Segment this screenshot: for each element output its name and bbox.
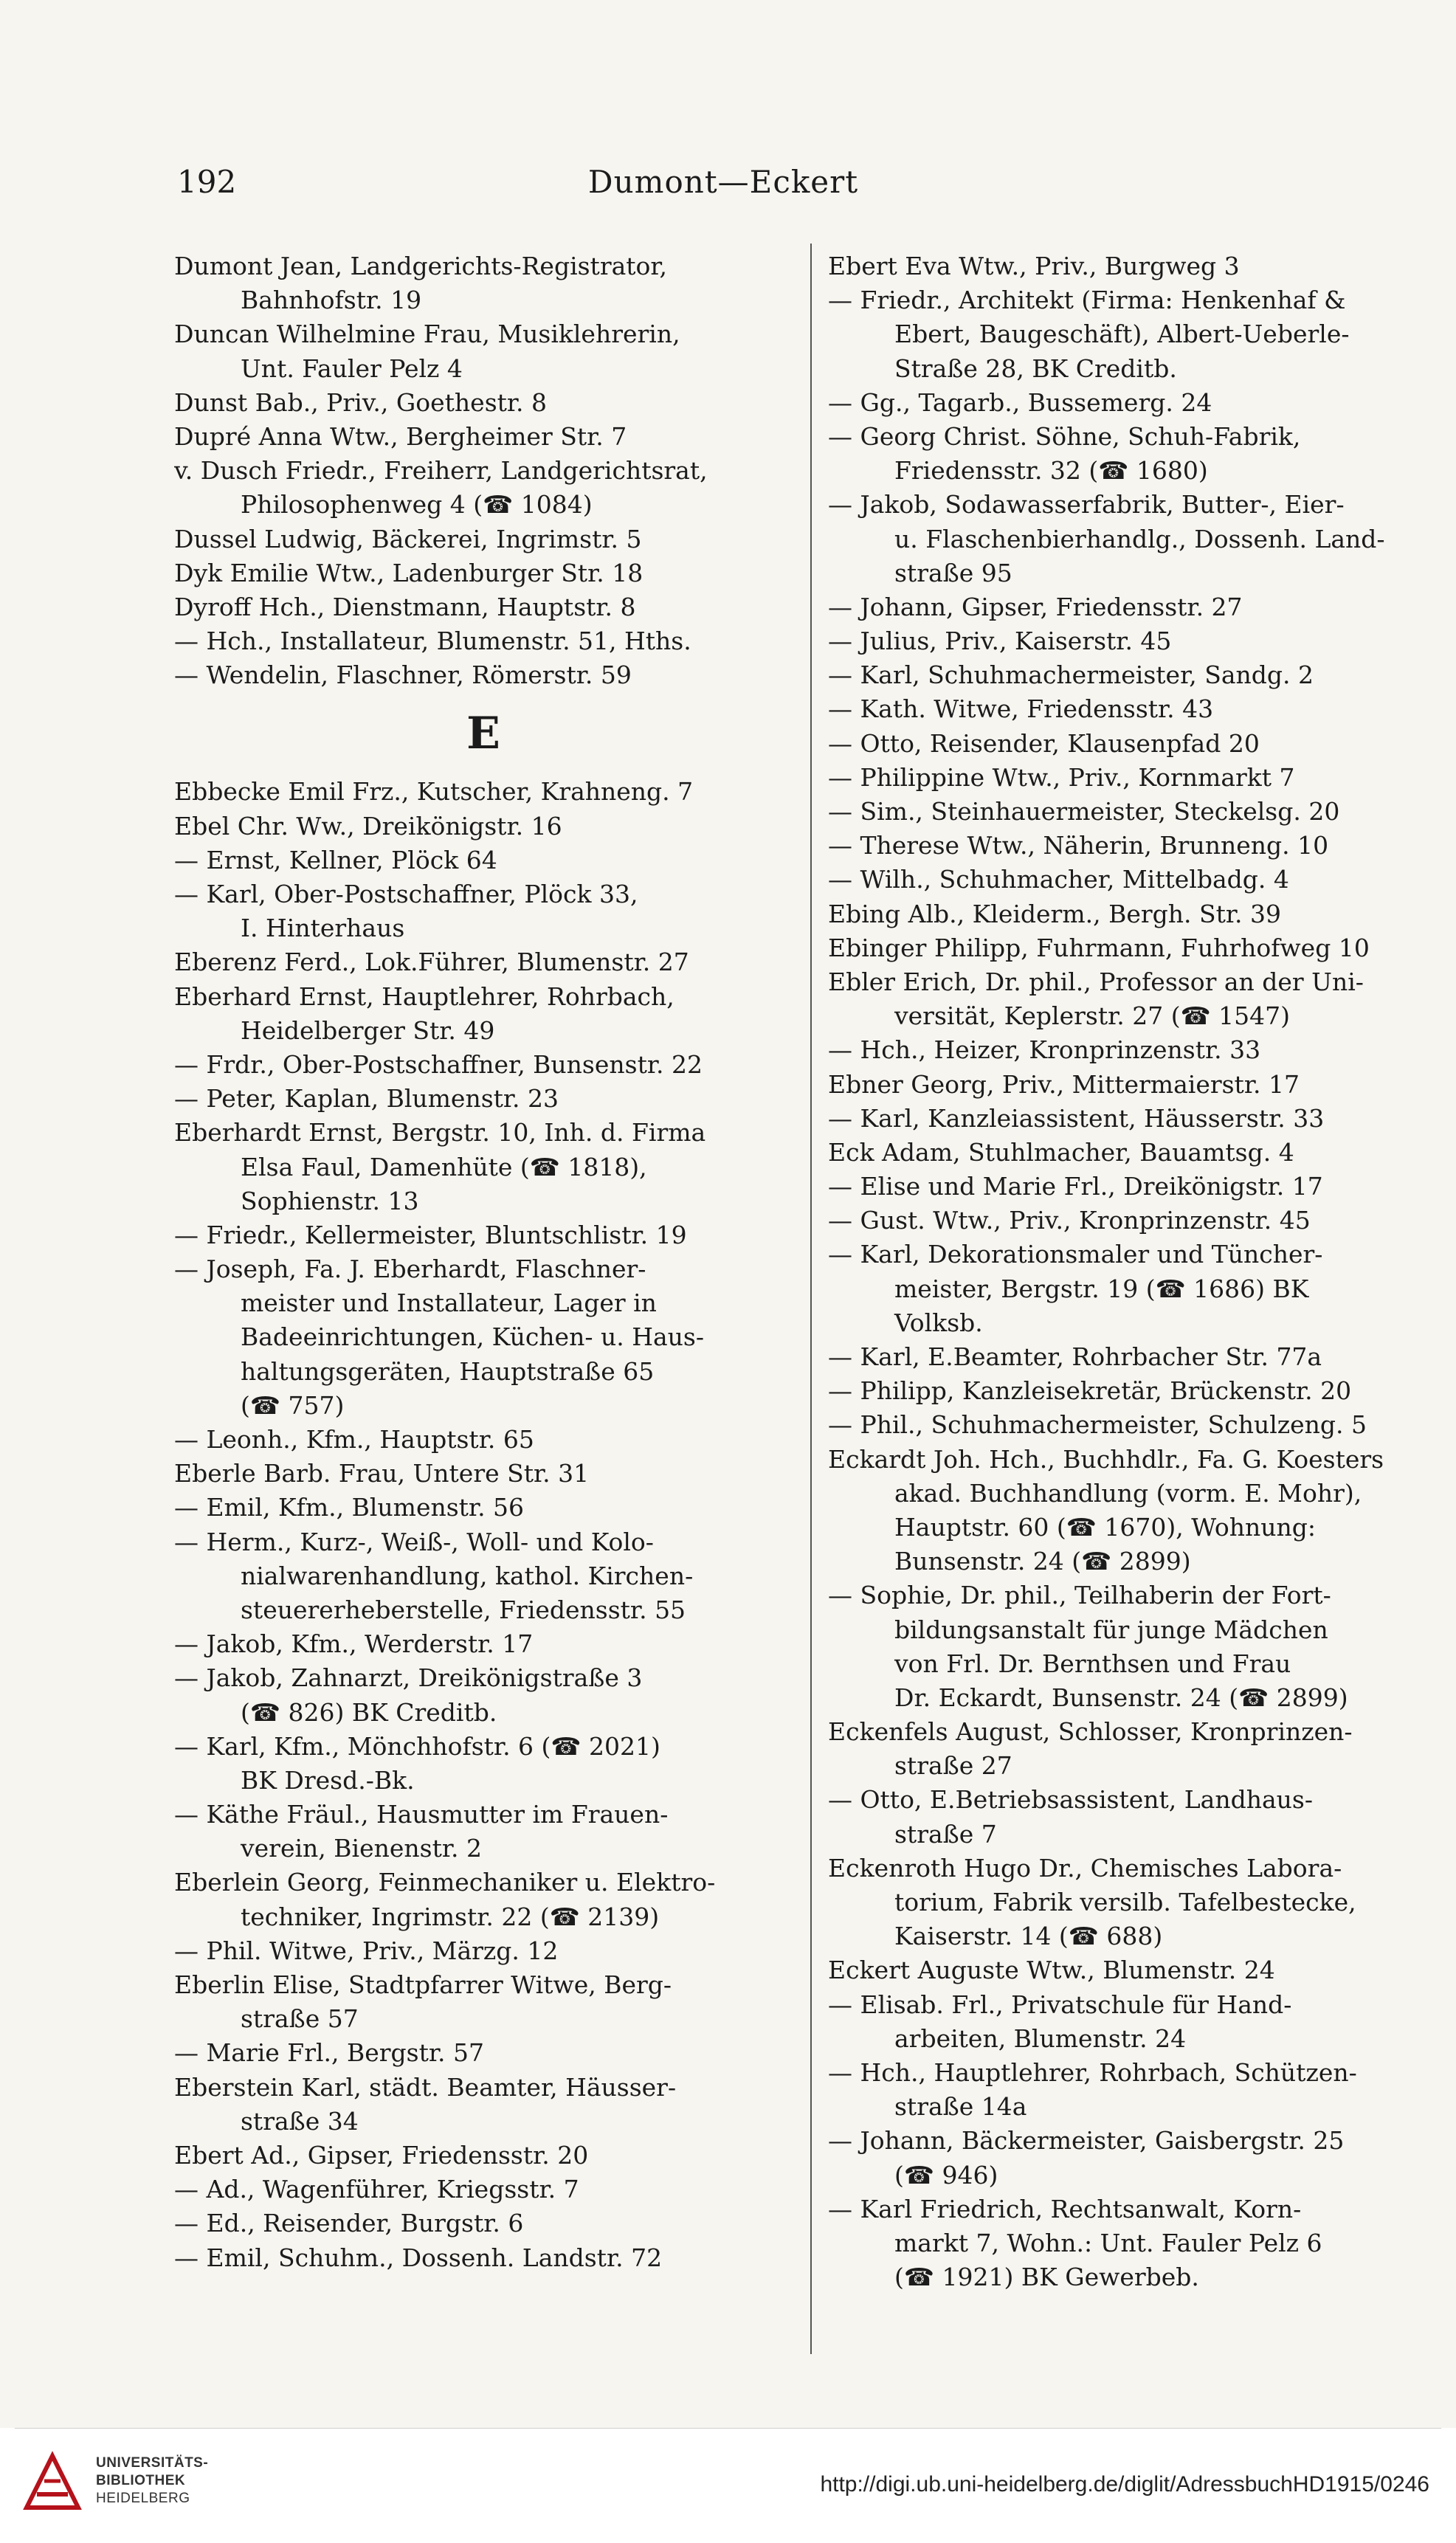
- directory-line: Eckenfels August, Schlosser, Kronprinzen-: [828, 1717, 1353, 1747]
- directory-line: Friedensstr. 32 (☎ 1680): [894, 456, 1208, 486]
- directory-line: Eberhardt Ernst, Bergstr. 10, Inh. d. Firma: [174, 1118, 706, 1148]
- directory-line: — Phil., Schuhmachermeister, Schulzeng. 5: [828, 1410, 1367, 1440]
- directory-line: Sophienstr. 13: [241, 1186, 419, 1215]
- directory-line: — Ad., Wagenführer, Kriegsstr. 7: [174, 2175, 579, 2204]
- directory-line: — Herm., Kurz-, Weiß-, Woll- und Kolo-: [174, 1527, 654, 1556]
- directory-line: Eberle Barb. Frau, Untere Str. 31: [174, 1459, 590, 1488]
- directory-line: Ebinger Philipp, Fuhrmann, Fuhrhofweg 10: [828, 933, 1370, 962]
- directory-line: bildungsanstalt für junge Mädchen: [894, 1615, 1328, 1644]
- directory-line: Dr. Eckardt, Bunsenstr. 24 (☎ 2899): [894, 1683, 1348, 1712]
- directory-line: — Gg., Tagarb., Bussemerg. 24: [828, 387, 1212, 417]
- directory-line: — Gust. Wtw., Priv., Kronprinzenstr. 45: [828, 1206, 1311, 1235]
- directory-line: Dussel Ludwig, Bäckerei, Ingrimstr. 5: [174, 524, 642, 553]
- directory-line: straße 95: [894, 558, 1012, 587]
- directory-line: Badeeinrichtungen, Küchen- u. Haus-: [241, 1322, 704, 1352]
- directory-line: — Julius, Priv., Kaiserstr. 45: [828, 627, 1172, 656]
- directory-line: haltungsgeräten, Hauptstraße 65: [241, 1356, 655, 1386]
- directory-line: Eckardt Joh. Hch., Buchhdlr., Fa. G. Koesters: [828, 1444, 1384, 1474]
- directory-line: — Ed., Reisender, Burgstr. 6: [174, 2209, 524, 2238]
- directory-line: — Emil, Schuhm., Dossenh. Landstr. 72: [174, 2243, 663, 2272]
- directory-line: von Frl. Dr. Bernthsen und Frau: [894, 1649, 1291, 1678]
- directory-line: — Sophie, Dr. phil., Teilhaberin der Fort-: [828, 1581, 1331, 1610]
- directory-line: Straße 28, BK Creditb.: [894, 353, 1177, 383]
- page-header: [177, 164, 1269, 208]
- directory-line: — Jakob, Zahnarzt, Dreikönigstraße 3: [174, 1663, 643, 1693]
- directory-line: u. Flaschenbierhandlg., Dossenh. Land-: [894, 524, 1385, 553]
- directory-line: — Hch., Installateur, Blumenstr. 51, Hths.: [174, 627, 691, 656]
- directory-line: meister, Bergstr. 19 (☎ 1686) BK: [894, 1274, 1309, 1303]
- directory-line: Ebner Georg, Priv., Mittermaierstr. 17: [828, 1069, 1300, 1099]
- directory-line: Bahnhofstr. 19: [241, 286, 422, 315]
- directory-line: techniker, Ingrimstr. 22 (☎ 2139): [241, 1902, 660, 1931]
- directory-line: Heidelberger Str. 49: [241, 1015, 495, 1045]
- directory-line: Eberlin Elise, Stadtpfarrer Witwe, Berg-: [174, 1970, 672, 1999]
- column-divider: [810, 244, 812, 2354]
- directory-line: Eberstein Karl, städt. Beamter, Häusser-: [174, 2072, 677, 2102]
- directory-line: Eberenz Ferd., Lok.Führer, Blumenstr. 27: [174, 948, 689, 977]
- directory-line: torium, Fabrik versilb. Tafelbestecke,: [894, 1888, 1356, 1916]
- directory-line: (☎ 757): [241, 1390, 345, 1420]
- directory-line: — Ernst, Kellner, Plöck 64: [174, 845, 497, 874]
- directory-line: I. Hinterhaus: [241, 914, 405, 943]
- library-line: BIBLIOTHEK: [96, 2473, 186, 2488]
- directory-line: straße 14a: [894, 2092, 1027, 2122]
- directory-line: — Jakob, Kfm., Werderstr. 17: [174, 1629, 534, 1659]
- directory-line: Ebert, Baugeschäft), Albert-Ueberle-: [894, 320, 1350, 349]
- directory-line: Unt. Fauler Pelz 4: [241, 353, 463, 383]
- directory-line: meister und Installateur, Lager in: [241, 1288, 657, 1318]
- library-logo-icon: [19, 2449, 86, 2515]
- directory-line: v. Dusch Friedr., Freiherr, Landgerichtsrat,: [174, 456, 708, 486]
- directory-line: verein, Bienenstr. 2: [241, 1834, 482, 1863]
- directory-line: Dumont Jean, Landgerichts-Registrator,: [174, 252, 668, 280]
- directory-line: Ebbecke Emil Frz., Kutscher, Krahneng. 7: [174, 777, 694, 807]
- right-column: [828, 249, 1426, 2345]
- directory-line: Dupré Anna Wtw., Bergheimer Str. 7: [174, 421, 627, 451]
- directory-line: — Wilh., Schuhmacher, Mittelbadg. 4: [828, 865, 1289, 894]
- directory-line: — Leonh., Kfm., Hauptstr. 65: [174, 1425, 534, 1454]
- directory-line: — Marie Frl., Bergstr. 57: [174, 2038, 484, 2068]
- directory-line: — Phil. Witwe, Priv., Märzg. 12: [174, 1936, 559, 1965]
- directory-line: — Jakob, Sodawasserfabrik, Butter-, Eier-: [828, 490, 1345, 520]
- directory-line: — Karl, Schuhmachermeister, Sandg. 2: [828, 660, 1314, 690]
- directory-line: — Sim., Steinhauermeister, Steckelsg. 20: [828, 797, 1340, 826]
- directory-line: Duncan Wilhelmine Frau, Musiklehrerin,: [174, 320, 680, 349]
- directory-line: Bunsenstr. 24 (☎ 2899): [894, 1547, 1191, 1576]
- directory-line: — Karl, Ober-Postschaffner, Plöck 33,: [174, 880, 638, 908]
- library-line: HEIDELBERG: [96, 2491, 190, 2506]
- section-letter: E: [466, 708, 500, 760]
- directory-line: — Joseph, Fa. J. Eberhardt, Flaschner-: [174, 1255, 646, 1284]
- directory-line: straße 7: [894, 1819, 997, 1849]
- directory-line: Kaiserstr. 14 (☎ 688): [894, 1922, 1163, 1951]
- directory-line: Eberhard Ernst, Hauptlehrer, Rohrbach,: [174, 981, 674, 1011]
- directory-line: Elsa Faul, Damenhüte (☎ 1818),: [241, 1152, 647, 1181]
- directory-line: straße 57: [241, 2004, 359, 2034]
- page-number: 192: [177, 164, 237, 200]
- directory-line: steuererheberstelle, Friedensstr. 55: [241, 1595, 686, 1624]
- directory-line: — Friedr., Kellermeister, Bluntschlistr. 19: [174, 1220, 687, 1249]
- directory-line: — Elisab. Frl., Privatschule für Hand-: [828, 1990, 1292, 2019]
- directory-line: BK Dresd.-Bk.: [241, 1765, 415, 1795]
- directory-line: straße 34: [241, 2106, 359, 2136]
- directory-line: — Kath. Witwe, Friedensstr. 43: [828, 694, 1214, 724]
- directory-line: markt 7, Wohn.: Unt. Fauler Pelz 6: [894, 2228, 1322, 2257]
- directory-line: straße 27: [894, 1751, 1012, 1781]
- directory-line: — Johann, Bäckermeister, Gaisbergstr. 25: [828, 2126, 1345, 2156]
- directory-line: arbeiten, Blumenstr. 24: [894, 2023, 1187, 2053]
- directory-line: (☎ 826) BK Creditb.: [241, 1697, 497, 1727]
- source-url-link[interactable]: http://digi.ub.uni-heidelberg.de/diglit/AdressbuchHD1915/0246: [820, 2472, 1429, 2497]
- directory-line: Dyk Emilie Wtw., Ladenburger Str. 18: [174, 558, 644, 587]
- directory-line: — Karl Friedrich, Rechtsanwalt, Korn-: [828, 2194, 1302, 2223]
- directory-line: — Karl, Dekorationsmaler und Tüncher-: [828, 1240, 1323, 1269]
- directory-line: Hauptstr. 60 (☎ 1670), Wohnung:: [894, 1512, 1317, 1542]
- directory-line: — Elise und Marie Frl., Dreikönigstr. 17: [828, 1172, 1323, 1201]
- directory-line: — Karl, E.Beamter, Rohrbacher Str. 77a: [828, 1342, 1322, 1371]
- library-line: UNIVERSITÄTS-: [96, 2455, 209, 2471]
- directory-line: Eberlein Georg, Feinmechaniker u. Elektro-: [174, 1868, 716, 1897]
- footer-divider: [15, 2428, 1441, 2429]
- directory-line: Ebert Ad., Gipser, Friedensstr. 20: [174, 2140, 589, 2170]
- directory-line: (☎ 946): [894, 2160, 998, 2190]
- directory-line: — Karl, Kfm., Mönchhofstr. 6 (☎ 2021): [174, 1731, 660, 1761]
- directory-line: — Karl, Kanzleiassistent, Häusserstr. 33: [828, 1103, 1325, 1133]
- directory-line: Dunst Bab., Priv., Goethestr. 8: [174, 387, 548, 417]
- directory-line: Eckenroth Hugo Dr., Chemisches Labora-: [828, 1853, 1342, 1883]
- directory-line: (☎ 1921) BK Gewerbeb.: [894, 2263, 1199, 2292]
- directory-line: — Hch., Hauptlehrer, Rohrbach, Schützen-: [828, 2057, 1357, 2087]
- directory-line: — Georg Christ. Söhne, Schuh-Fabrik,: [828, 421, 1301, 451]
- directory-line: — Hch., Heizer, Kronprinzenstr. 33: [828, 1035, 1261, 1065]
- directory-line: Eckert Auguste Wtw., Blumenstr. 24: [828, 1956, 1275, 1985]
- directory-line: — Otto, E.Betriebsassistent, Landhaus-: [828, 1785, 1314, 1815]
- directory-line: — Käthe Fräul., Hausmutter im Frauen-: [174, 1800, 669, 1829]
- library-name: [96, 2454, 208, 2508]
- directory-line: — Emil, Kfm., Blumenstr. 56: [174, 1493, 525, 1522]
- directory-line: — Johann, Gipser, Friedensstr. 27: [828, 592, 1243, 621]
- directory-line: akad. Buchhandlung (vorm. E. Mohr),: [894, 1478, 1362, 1508]
- directory-line: Ebert Eva Wtw., Priv., Burgweg 3: [828, 252, 1240, 280]
- directory-line: — Frdr., Ober-Postschaffner, Bunsenstr. 22: [174, 1049, 703, 1079]
- directory-line: Ebing Alb., Kleiderm., Bergh. Str. 39: [828, 899, 1281, 928]
- directory-line: — Wendelin, Flaschner, Römerstr. 59: [174, 660, 632, 690]
- directory-line: — Therese Wtw., Näherin, Brunneng. 10: [828, 831, 1329, 860]
- directory-line: Philosophenweg 4 (☎ 1084): [241, 490, 593, 520]
- directory-line: Eck Adam, Stuhlmacher, Bauamtsg. 4: [828, 1137, 1294, 1167]
- directory-line: — Philipp, Kanzleisekretär, Brückenstr. 20: [828, 1376, 1352, 1406]
- directory-line: Ebel Chr. Ww., Dreikönigstr. 16: [174, 811, 562, 841]
- directory-line: Dyroff Hch., Dienstmann, Hauptstr. 8: [174, 592, 636, 621]
- directory-line: — Philippine Wtw., Priv., Kornmarkt 7: [828, 762, 1295, 792]
- directory-line: nialwarenhandlung, kathol. Kirchen-: [241, 1561, 694, 1590]
- directory-line: versität, Keplerstr. 27 (☎ 1547): [894, 1001, 1291, 1031]
- running-head: Dumont—Eckert: [587, 164, 859, 200]
- directory-line: — Friedr., Architekt (Firma: Henkenhaf &: [828, 286, 1346, 315]
- directory-line: Volksb.: [894, 1308, 983, 1337]
- directory-line: — Otto, Reisender, Klausenpfad 20: [828, 728, 1260, 758]
- directory-line: — Peter, Kaplan, Blumenstr. 23: [174, 1084, 559, 1114]
- left-column: [174, 249, 793, 2345]
- directory-line: Ebler Erich, Dr. phil., Professor an der Uni-: [828, 967, 1364, 996]
